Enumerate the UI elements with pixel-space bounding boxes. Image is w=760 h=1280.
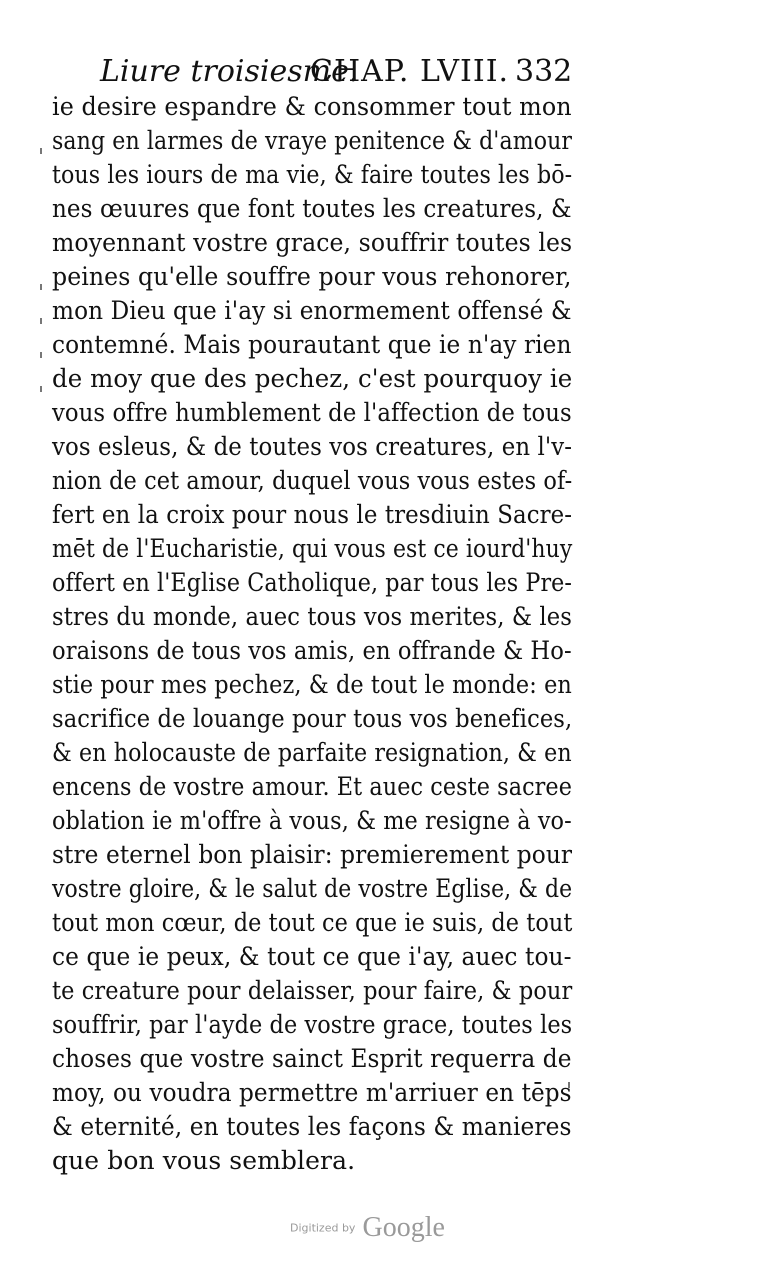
- text-line: que bon vous semblera.: [52, 1146, 356, 1175]
- text-line: & eternité, en toutes les façons & manieres: [52, 1112, 572, 1141]
- text-line: choses que vostre sainct Esprit requerra de: [52, 1044, 572, 1073]
- text-line: tout mon cœur, de tout ce que ie suis, de tout: [52, 908, 573, 937]
- text-line: moyennant vostre grace, souffrir toutes les: [52, 228, 573, 257]
- margin-mark: [40, 352, 42, 358]
- margin-mark: [40, 318, 42, 324]
- text-line: ce que ie peux, & tout ce que i'ay, auec tou-: [52, 942, 572, 971]
- text-line: oblation ie m'offre à vous, & me resigne à vo-: [52, 806, 572, 835]
- text-line: fert en la croix pour nous le tresdiuin Sacre-: [52, 500, 573, 529]
- text-line: contemné. Mais pourautant que ie n'ay rien: [52, 330, 572, 359]
- text-line: & en holocauste de parfaite resignation, & en: [52, 738, 572, 767]
- text-line: sang en larmes de vraye penitence & d'amour: [52, 126, 573, 155]
- text-line: stre eternel bon plaisir: premierement pour: [52, 840, 573, 869]
- text-line: moy, ou voudra permettre m'arriuer en tēps: [52, 1078, 572, 1107]
- text-line: souffrir, par l'ayde de vostre grace, toutes les: [52, 1010, 573, 1039]
- text-line: te creature pour delaisser, pour faire, & pour: [52, 976, 573, 1005]
- google-logo: Google: [362, 1212, 445, 1243]
- margin-mark: [40, 386, 42, 392]
- text-line: sacrifice de louange pour tous vos benefices,: [52, 704, 573, 733]
- digitized-watermark: [290, 1212, 445, 1242]
- text-line: nes œuures que font toutes les creatures, &: [52, 194, 572, 223]
- text-line: mon Dieu que i'ay si enormement offensé &: [52, 296, 572, 325]
- text-line: ie desire espandre & consommer tout mon: [52, 92, 572, 121]
- digitized-by-label: Digitized by: [290, 1221, 356, 1235]
- text-line: de moy que des pechez, c'est pourquoy ie: [52, 364, 573, 393]
- text-line: stie pour mes pechez, & de tout le monde: en: [52, 670, 572, 699]
- text-line: mēt de l'Eucharistie, qui vous est ce iourd'huy: [52, 534, 573, 563]
- text-line: stres du monde, auec tous vos merites, & les: [52, 602, 572, 631]
- text-line: vos esleus, & de toutes vos creatures, en l'v-: [52, 432, 573, 461]
- page-number: 332: [515, 54, 573, 89]
- text-line: oraisons de tous vos amis, en offrande & Ho-: [52, 636, 572, 665]
- margin-mark: [40, 148, 42, 154]
- running-head-book-title: Liure troisiesme.: [100, 54, 359, 89]
- text-line: tous les iours de ma vie, & faire toutes les bō-: [52, 160, 573, 189]
- text-line: peines qu'elle souffre pour vous rehonorer,: [52, 262, 572, 291]
- running-head-chapter: CHAP. LVIII.: [310, 54, 510, 89]
- running-head: [100, 52, 580, 92]
- text-line: vous offre humblement de l'affection de tous: [52, 398, 572, 427]
- margin-mark: [40, 284, 42, 290]
- text-line: offert en l'Eglise Catholique, par tous les Pre-: [52, 568, 573, 597]
- text-line: nion de cet amour, duquel vous vous estes of-: [52, 466, 573, 495]
- text-line: vostre gloire, & le salut de vostre Eglise, & de: [52, 874, 573, 903]
- text-line: encens de vostre amour. Et auec ceste sacree: [52, 772, 572, 801]
